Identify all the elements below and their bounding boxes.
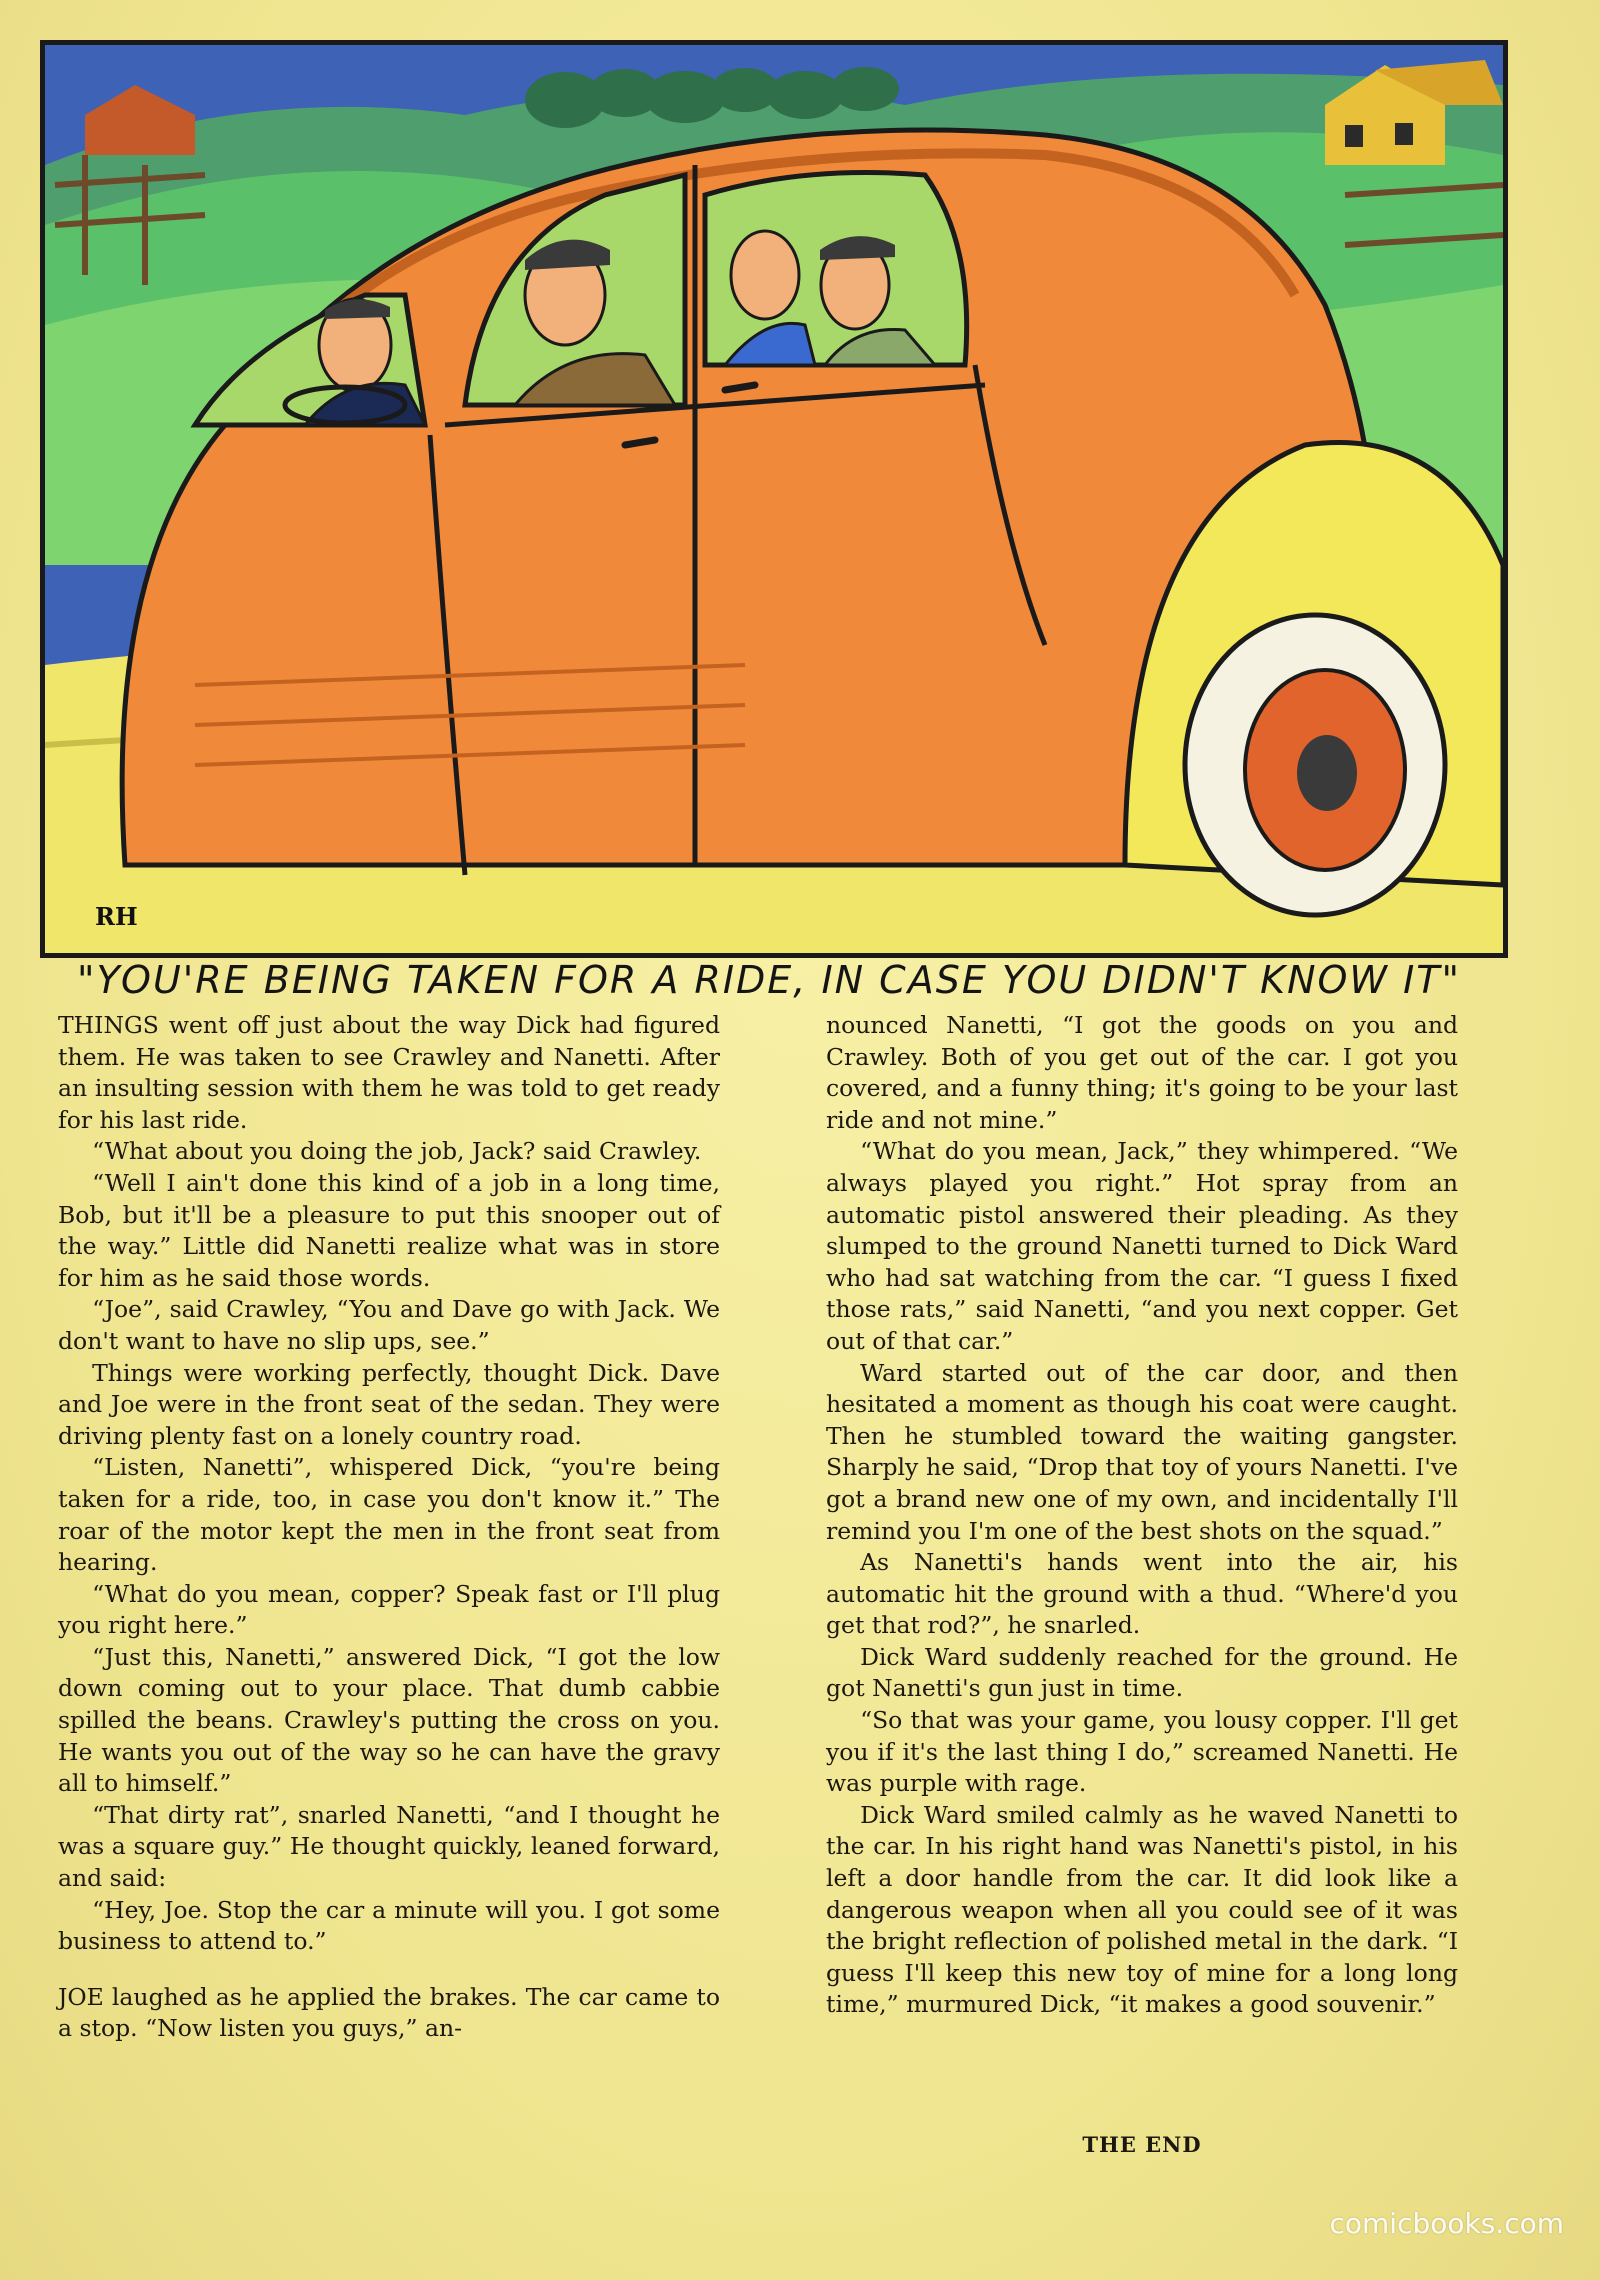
story-paragraph: “What do you mean, Jack,” they whimpered. “We always played you right.” Hot spray from an automatic pistol answered their pleading. As they slumped to the ground Nanetti turned to Dick Ward who had sat watching from the car. “I guess I fixed those rats,” said Nanetti, “and you next copper. Get out of that car.” (826, 1137, 1458, 1355)
panel-caption: "YOU'RE BEING TAKEN FOR A RIDE, IN CASE YOU DIDN'T KNOW IT" (77, 958, 1461, 1002)
story-column-left (58, 1010, 720, 2045)
story-paragraph: Ward started out of the car door, and then hesitated a moment as though his coat were caught. Then he stumbled toward the waiting gangster. Sharply he said, “Drop that toy of yours Nanetti. I've got a brand new one of my own, and incidentally I'll remind you I'm one of the best shots on the squad.” (826, 1358, 1458, 1545)
story-paragraph: As Nanetti's hands went into the air, his automatic hit the ground with a thud. “Where'd you get that rod?”, he snarled. (826, 1548, 1458, 1640)
story-paragraph: Dick Ward suddenly reached for the ground. He got Nanetti's gun just in time. (826, 1642, 1458, 1703)
story-paragraph: “Listen, Nanetti”, whispered Dick, “you're being taken for a ride, too, in case you don't know it.” The roar of the motor kept the men in the front seat from hearing. (58, 1453, 720, 1577)
car-illustration (45, 45, 1503, 953)
site-watermark: comicbooks.com (1329, 2207, 1564, 2240)
story-paragraph: “What about you doing the job, Jack? said Crawley. (92, 1137, 702, 1166)
story-paragraph: Things were working perfectly, thought Dick. Dave and Joe were in the front seat of the sedan. They were driving plenty fast on a lonely country road. (58, 1358, 720, 1450)
illustration-panel (40, 40, 1508, 958)
story-column-right (826, 1010, 1458, 2021)
story-paragraph: “What do you mean, copper? Speak fast or I'll plug you right here.” (58, 1579, 720, 1640)
story-paragraph: JOE laughed as he applied the brakes. The car came to a stop. “Now listen you guys,” an- (58, 1982, 720, 2043)
story-paragraph: “So that was your game, you lousy copper. I'll get you if it's the last thing I do,” screamed Nanetti. He was purple with rage. (826, 1706, 1458, 1798)
artist-signature: RH (95, 902, 138, 931)
story-paragraph: “That dirty rat”, snarled Nanetti, “and I thought he was a square guy.” He thought quickly, leaned forward, and said: (58, 1800, 720, 1893)
story-paragraph: “Well I ain't done this kind of a job in a long time, Bob, but it'll be a pleasure to put this snooper out of the way.” Little did Nanetti realize what was in store for him as he said those words. (58, 1168, 720, 1292)
the-end-label: THE END (1082, 2132, 1202, 2157)
story-paragraph: “Just this, Nanetti,” answered Dick, “I got the low down coming out to your place. That dumb cabbie spilled the beans. Crawley's putting the cross on you. He wants you out of the way so he can have the gravy all to himself.” (58, 1642, 720, 1798)
story-paragraph: “Hey, Joe. Stop the car a minute will you. I got some business to attend to.” (58, 1895, 720, 1956)
story-paragraph: Dick Ward smiled calmly as he waved Nanetti to the car. In his right hand was Nanetti's pistol, in his left a door handle from the car. It did look like a dangerous weapon when all you could see of it was the bright reflection of polished metal in the dark. “I guess I'll keep this new toy of mine for a long long time,” murmured Dick, “it makes a good souvenir.” (826, 1800, 1458, 2019)
story-paragraph: “Joe”, said Crawley, “You and Dave go with Jack. We don't want to have no slip ups, see.” (58, 1295, 720, 1355)
story-paragraph: THINGS went off just about the way Dick had figured them. He was taken to see Crawley and Nanetti. After an insulting session with them he was told to get ready for his last ride. (58, 1011, 720, 1134)
story-paragraph: nounced Nanetti, “I got the goods on you and Crawley. Both of you get out of the car. I got you covered, and a funny thing; it's going to be your last ride and not mine.” (826, 1011, 1458, 1134)
